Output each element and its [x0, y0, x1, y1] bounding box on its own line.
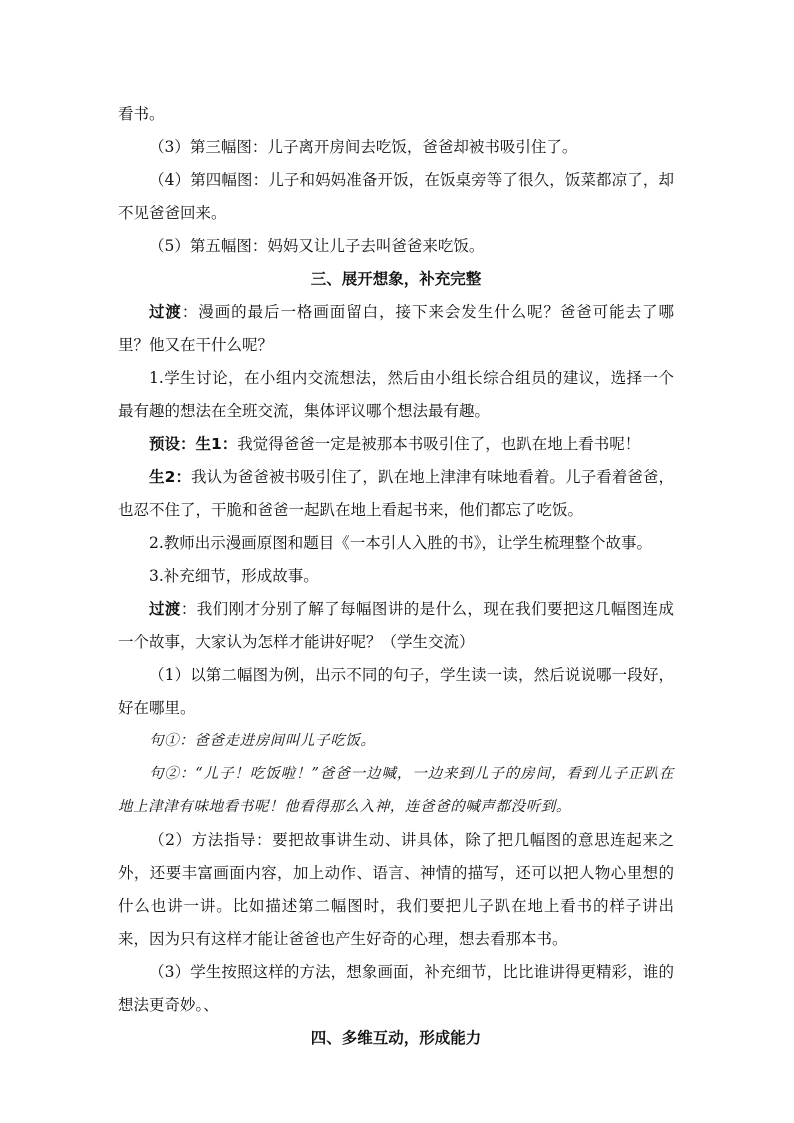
- transition-text: ：漫画的最后一格画面留白，接下来会发生什么呢？爸爸可能去了哪里？他又在干什么呢？: [118, 303, 674, 354]
- paragraph-substep-2: （2）方法指导：要把故事讲生动、讲具体，除了把几幅图的意思连起来之外，还要丰富画面内容，加上动作、语言、神情的描写，还可以把人物心里想的什么也讲一讲。比如描述第二幅图时，我们要把儿子趴在地上看书的样子讲出来，因为只有这样才能让爸爸也产生好奇的心理，想去看那本书。: [118, 831, 674, 948]
- paragraph-step-1: 1.学生讨论，在小组内交流想法，然后由小组长综合组员的建议，选择一个最有趣的想法在全班交流，集体评议哪个想法最有趣。: [118, 369, 674, 420]
- paragraph-substep-3: （3）学生按照这样的方法，想象画面，补充细节，比比谁讲得更精彩，谁的想法更奇妙。、: [118, 963, 674, 1014]
- paragraph-picture-5: （5）第五幅图：妈妈又让儿子去叫爸爸来吃饭。: [149, 237, 485, 255]
- transition-label: 过渡: [149, 303, 182, 321]
- section-heading-3: 三、展开想象，补充完整: [310, 270, 482, 288]
- paragraph-picture-4: （4）第四幅图：儿子和妈妈准备开饭，在饭桌旁等了很久，饭菜都凉了，却不见爸爸回来。: [118, 171, 674, 222]
- preset-label: 预设：生1：: [149, 435, 238, 453]
- paragraph-picture-3: （3）第三幅图：儿子离开房间去吃饭，爸爸却被书吸引住了。: [149, 138, 578, 156]
- transition-label: 过渡: [149, 600, 181, 618]
- transition-text: ：我们刚才分别了解了每幅图讲的是什么，现在我们要把这几幅图连成一个故事，大家认为怎样才能讲好呢？（学生交流）: [118, 600, 674, 651]
- paragraph-substep-1: （1）以第二幅图为例，出示不同的句子，学生读一读，然后说说哪一段好，好在哪里。: [118, 666, 674, 717]
- paragraph-continuation: 看书。: [118, 105, 165, 123]
- preset-text: 我觉得爸爸一定是被那本书吸引住了，也趴在地上看书呢！: [237, 435, 641, 453]
- paragraph-preset-student-1: [118, 428, 674, 461]
- paragraph-transition-2: [118, 593, 674, 659]
- paragraph-transition-1: [118, 296, 674, 362]
- paragraph-step-3: 3.补充细节，形成故事。: [149, 567, 319, 585]
- section-heading-4: 四、多维互动，形成能力: [310, 1029, 482, 1047]
- student-text: 我认为爸爸被书吸引住了，趴在地上津津有味地看着。儿子看着爸爸，也忍不住了，干脆和爸爸一起趴在地上看起书来，他们都忘了吃饭。: [118, 468, 674, 519]
- example-sentence-1: 句①：爸爸走进房间叫儿子吃饭。: [149, 733, 376, 749]
- document-body: [118, 98, 674, 1055]
- student-label: 生2：: [149, 468, 192, 486]
- paragraph-student-2: [118, 461, 674, 527]
- paragraph-step-2: 2.教师出示漫画原图和题目《一本引人入胜的书》，让学生梳理整个故事。: [149, 534, 653, 552]
- example-sentence-2: 句②：“儿子！吃饭啦！”爸爸一边喊，一边来到儿子的房间，看到儿子正趴在地上津津有味地看书呢！他看得那么入神，连爸爸的喊声都没听到。: [118, 766, 674, 815]
